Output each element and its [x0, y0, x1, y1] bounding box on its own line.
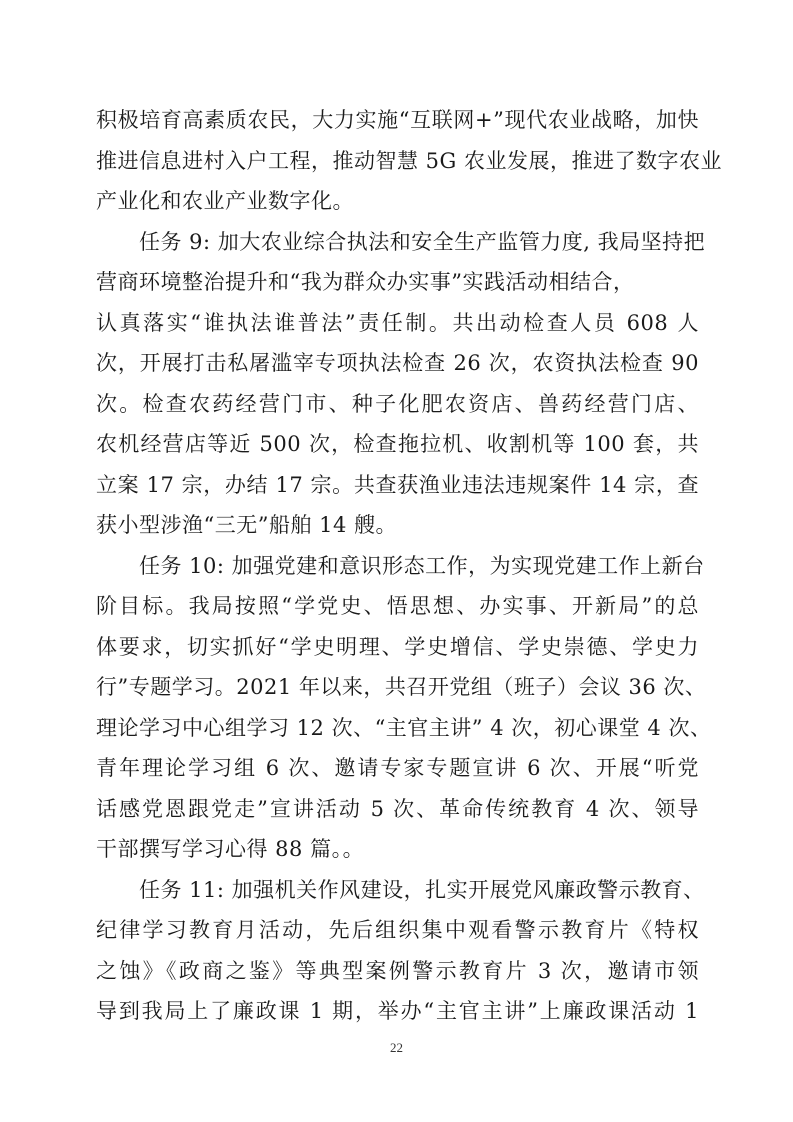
text-line: 营商环境整治提升和“我为群众办实事”实践活动相结合，	[96, 270, 635, 294]
text-line: 体要求，切实抓好“学史明理、学史增信、学史崇德、学史力	[96, 634, 699, 659]
text-line: 获小型涉渔“三无”船舶 14 艘。	[96, 513, 398, 537]
text-line: 导到我局上了廉政课 1 期，举办“主官主讲”上廉政课活动 1	[96, 999, 699, 1023]
text-line: 积极培育高素质农民，大力实施“互联网+”现代农业战略，加快	[96, 108, 699, 132]
text-line: 农机经营店等近 500 次，检查拖拉机、收割机等 100 套，共	[96, 432, 699, 456]
text-line: 任务 9: 加大农业综合执法和安全生产监管力度, 我局坚持把	[96, 229, 706, 254]
text-line: 次，开展打击私屠滥宰专项执法检查 26 次，农资执法检查 90	[96, 351, 699, 375]
text-line: 阶目标。我局按照“学党史、悟思想、办实事、开新局”的总	[96, 594, 699, 618]
text-line: 任务 10: 加强党建和意识形态工作，为实现党建工作上新台	[96, 553, 705, 578]
text-line: 行”专题学习。2021 年以来，共召开党组（班子）会议 36 次、	[96, 675, 707, 699]
text-line: 干部撰写学习心得 88 篇。。	[96, 837, 365, 861]
text-line: 次。检查农药经营门市、种子化肥农资店、兽药经营门店、	[96, 391, 699, 416]
text-line: 产业化和农业产业数字化。	[96, 189, 354, 213]
text-line: 之蚀》《政商之鉴》等典型案例警示教育片 3 次，邀请市领	[96, 958, 699, 983]
text-line: 青年理论学习组 6 次、邀请专家专题宣讲 6 次、开展“听党	[96, 756, 699, 780]
text-line: 立案 17 宗，办结 17 宗。共查获渔业违法违规案件 14 宗，查	[96, 472, 699, 497]
text-line: 推进信息进村入户工程，推动智慧 5G 农业发展，推进了数字农业	[96, 148, 722, 173]
text-line: 认真落实“谁执法谁普法”责任制。共出动检查人员 608 人	[96, 310, 699, 335]
page-number: 22	[390, 1040, 403, 1055]
document-body	[96, 100, 722, 1032]
text-line: 纪律学习教育月活动，先后组织集中观看警示教育片《特权	[96, 918, 699, 942]
text-line: 理论学习中心组学习 12 次、“主官主讲” 4 次，初心课堂 4 次、	[96, 715, 712, 740]
text-line: 任务 11: 加强机关作风建设，扎实开展党风廉政警示教育、	[96, 877, 705, 902]
text-line: 话感党恩跟党走”宣讲活动 5 次、革命传统教育 4 次、领导	[96, 796, 699, 821]
